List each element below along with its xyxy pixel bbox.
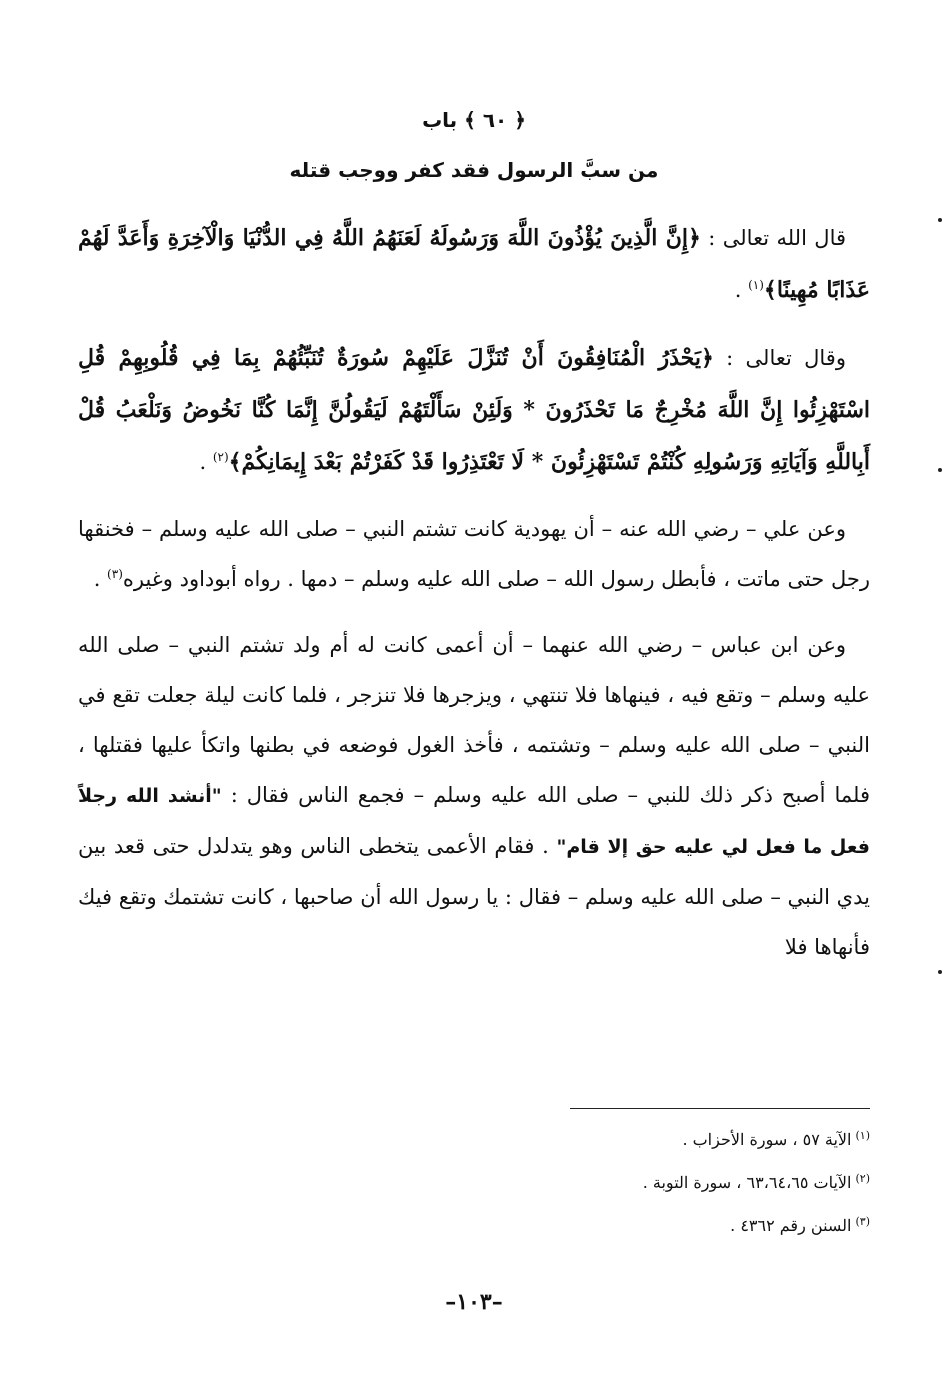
footnote [78,1204,870,1247]
hadith-text: وعن علي – رضي الله عنه – أن يهودية كانت تشتم النبي – صلى الله عليه وسلم – فخنقها رجل حتى ماتت ، فأبطل رسول الله – صلى الله عليه وسلم – دمها . رواه أبوداود وغيره [78,517,870,591]
chapter-subtitle: من سبَّ الرسول فقد كفر ووجب قتله [289,158,659,182]
page-number: –١٠٣– [445,1289,503,1315]
margin-mark [938,218,942,222]
footnote [78,1161,870,1204]
footnote-ref: (١) [748,278,764,292]
footnote [78,1118,870,1161]
footnote-ref: (٢) [212,450,229,464]
margin-mark [938,970,942,974]
quoted-speech: "أنشد الله رجلاً فعل ما فعل لي عليه حق إلا قام" [78,785,870,858]
footnote-mark: (٢) [855,1171,870,1185]
verse-intro: وقال تعالى : [713,346,846,370]
hadith-paragraph [78,504,870,604]
footnotes [78,1118,870,1247]
footnote-text: الآية ٥٧ ، سورة الأحزاب . [682,1130,852,1149]
paragraph-end: . [93,567,108,591]
body-text [78,212,870,972]
footnote-divider [570,1108,870,1109]
verse-paragraph [78,332,870,488]
margin-mark [938,468,942,472]
footnote-mark: (٣) [855,1214,870,1228]
verse-intro: قال الله تعالى : [700,226,847,250]
hadith-paragraph [78,620,870,972]
chapter-title: ﴿ ٦٠ ﴾ باب [422,108,526,132]
quran-verse: ﴿إِنَّ الَّذِينَ يُؤْذُونَ اللَّهَ وَرَسُولَهُ لَعَنَهُمُ اللَّهُ فِي الدُّنْيَا وَالْآخِرَةِ وَأَعَدَّ لَهُمْ عَذَابًا مُهِينًا﴾ [78,225,870,303]
hadith-text-continued: . فقام الأعمى يتخطى الناس وهو يتدلدل حتى قعد بين يدي النبي – صلى الله عليه وسلم – فقال : يا رسول الله أن صاحبها ، كانت تشتمك وتقع فيك فأنهاها فلا [78,834,870,959]
verse-paragraph [78,212,870,316]
footnote-text: الآيات ٦٣،٦٤،٦٥ ، سورة التوبة . [642,1173,852,1192]
footnote-mark: (١) [855,1128,870,1142]
paragraph-end: . [199,450,213,474]
footnote-ref: (٣) [107,567,123,581]
paragraph-end: . [734,278,749,302]
footnote-text: السنن رقم ٤٣٦٢ . [730,1216,852,1235]
quran-verse: ﴿يَحْذَرُ الْمُنَافِقُونَ أَنْ تُنَزَّلَ عَلَيْهِمْ سُورَةٌ تُنَبِّئُهُمْ بِمَا فِي قُلُوبِهِمْ قُلِ اسْتَهْزِئُوا إِنَّ اللَّهَ مُخْرِجٌ مَا تَحْذَرُونَ * وَلَئِنْ سَأَلْتَهُمْ لَيَقُولُنَّ إِنَّمَا كُنَّا نَخُوضُ وَنَلْعَبُ قُلْ أَبِاللَّهِ وَآيَاتِهِ وَرَسُولِهِ كُنْتُمْ تَسْتَهْزِئُونَ * لَا تَعْتَذِرُوا قَدْ كَفَرْتُمْ بَعْدَ إِيمَانِكُمْ﴾ [78,345,870,475]
hadith-text: وعن ابن عباس – رضي الله عنهما – أن أعمى كانت له أم ولد تشتم النبي – صلى الله عليه وسلم – وتقع فيه ، فينهاها فلا تنتهي ، ويزجرها فلا تنزجر ، فلما كانت ليلة جعلت تقع في النبي – صلى الله عليه وسلم – وتشتمه ، فأخذ الغول فوضعه في بطنها واتكأ عليها فقتلها ، فلما أصبح ذكر ذلك للنبي – صلى الله عليه وسلم – فجمع الناس فقال : [78,633,871,807]
